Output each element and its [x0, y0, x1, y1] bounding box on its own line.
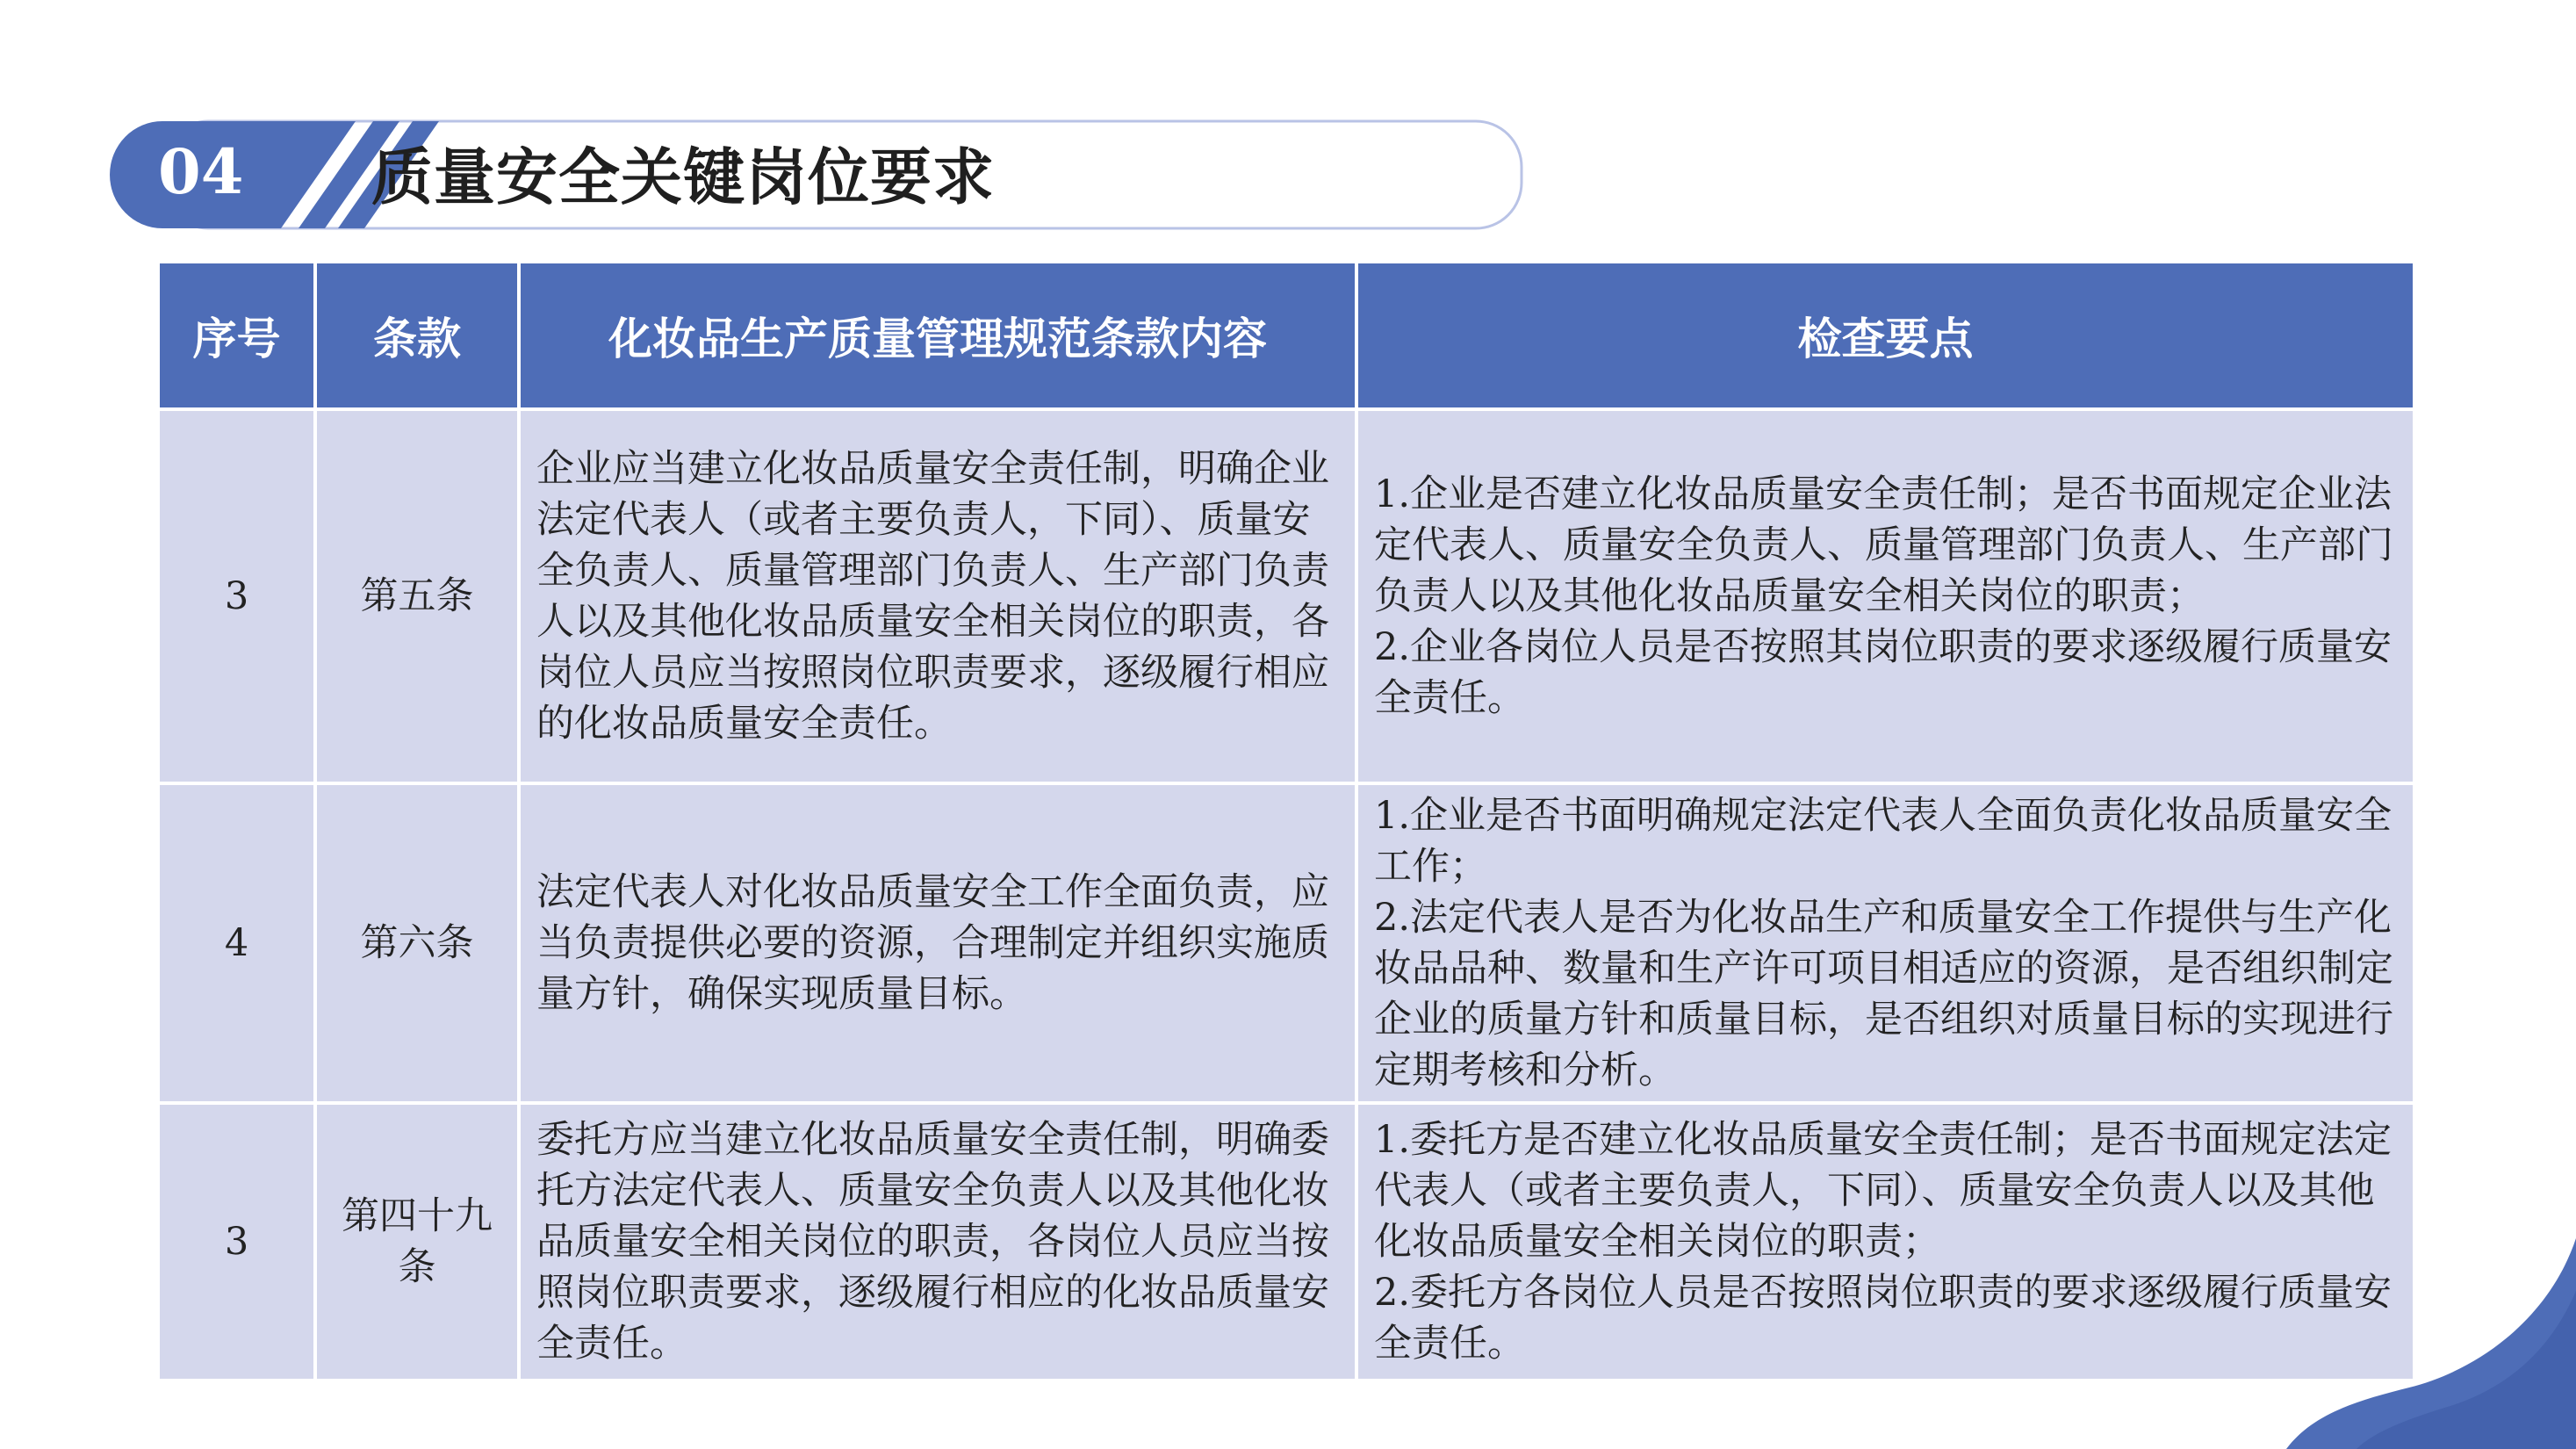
row-content: 委托方应当建立化妆品质量安全责任制，明确委托方法定代表人、质量安全负责人以及其他化妆品质量安全相关岗位的职责，各岗位人员应当按照岗位职责要求，逐级履行相应的化妆品质量安全责任。 [521, 1105, 1355, 1379]
checkpoint-item: 2.法定代表人是否为化妆品生产和质量安全工作提供与生产化妆品品种、数量和生产许可项目相适应的资源，是否组织制定企业的质量方针和质量目标，是否组织对质量目标的实现进行定期考核和分析。 [1374, 896, 2393, 1092]
row-index: 3 [160, 1105, 313, 1379]
row-clause: 第五条 [317, 411, 517, 782]
table-row [160, 1105, 2413, 1379]
column-header-clause: 条款 [317, 263, 517, 407]
row-index: 4 [160, 785, 313, 1101]
row-checkpoints [1358, 411, 2413, 782]
section-number: 04 [158, 135, 244, 208]
checkpoint-item: 2.企业各岗位人员是否按照其岗位职责的要求逐级履行质量安全责任。 [1374, 625, 2393, 720]
row-content: 法定代表人对化妆品质量安全工作全面负责，应当负责提供必要的资源，合理制定并组织实施质量方针，确保实现质量目标。 [521, 785, 1355, 1101]
column-header-checkpoints: 检查要点 [1358, 263, 2413, 407]
checkpoint-item: 1.委托方是否建立化妆品质量安全责任制；是否书面规定法定代表人（或者主要负责人，下同）、质量安全负责人以及其他化妆品质量安全相关岗位的职责； [1374, 1118, 2393, 1264]
checkpoint-item: 1.企业是否建立化妆品质量安全责任制；是否书面规定企业法定代表人、质量安全负责人、质量管理部门负责人、生产部门负责人以及其他化妆品质量安全相关岗位的职责； [1374, 472, 2393, 618]
requirements-table [156, 260, 2416, 1382]
table-header-row [160, 263, 2413, 407]
row-content: 企业应当建立化妆品质量安全责任制，明确企业法定代表人（或者主要负责人，下同）、质量安全负责人、质量管理部门负责人、生产部门负责人以及其他化妆品质量安全相关岗位的职责，各岗位人员应当按照岗位职责要求，逐级履行相应的化妆品质量安全责任。 [521, 411, 1355, 782]
column-header-content: 化妆品生产质量管理规范条款内容 [521, 263, 1355, 407]
table-row [160, 411, 2413, 782]
table-row [160, 785, 2413, 1101]
section-title: 质量安全关键岗位要求 [371, 141, 995, 213]
row-clause: 第六条 [317, 785, 517, 1101]
row-index: 3 [160, 411, 313, 782]
column-header-index: 序号 [160, 263, 313, 407]
row-clause: 第四十九条 [317, 1105, 517, 1379]
requirements-table-container [160, 263, 2413, 1379]
row-checkpoints [1358, 1105, 2413, 1379]
checkpoint-item: 2.委托方各岗位人员是否按照岗位职责的要求逐级履行质量安全责任。 [1374, 1271, 2393, 1366]
checkpoint-item: 1.企业是否书面明确规定法定代表人全面负责化妆品质量安全工作； [1374, 794, 2393, 889]
row-checkpoints [1358, 785, 2413, 1101]
section-header [110, 117, 1528, 234]
